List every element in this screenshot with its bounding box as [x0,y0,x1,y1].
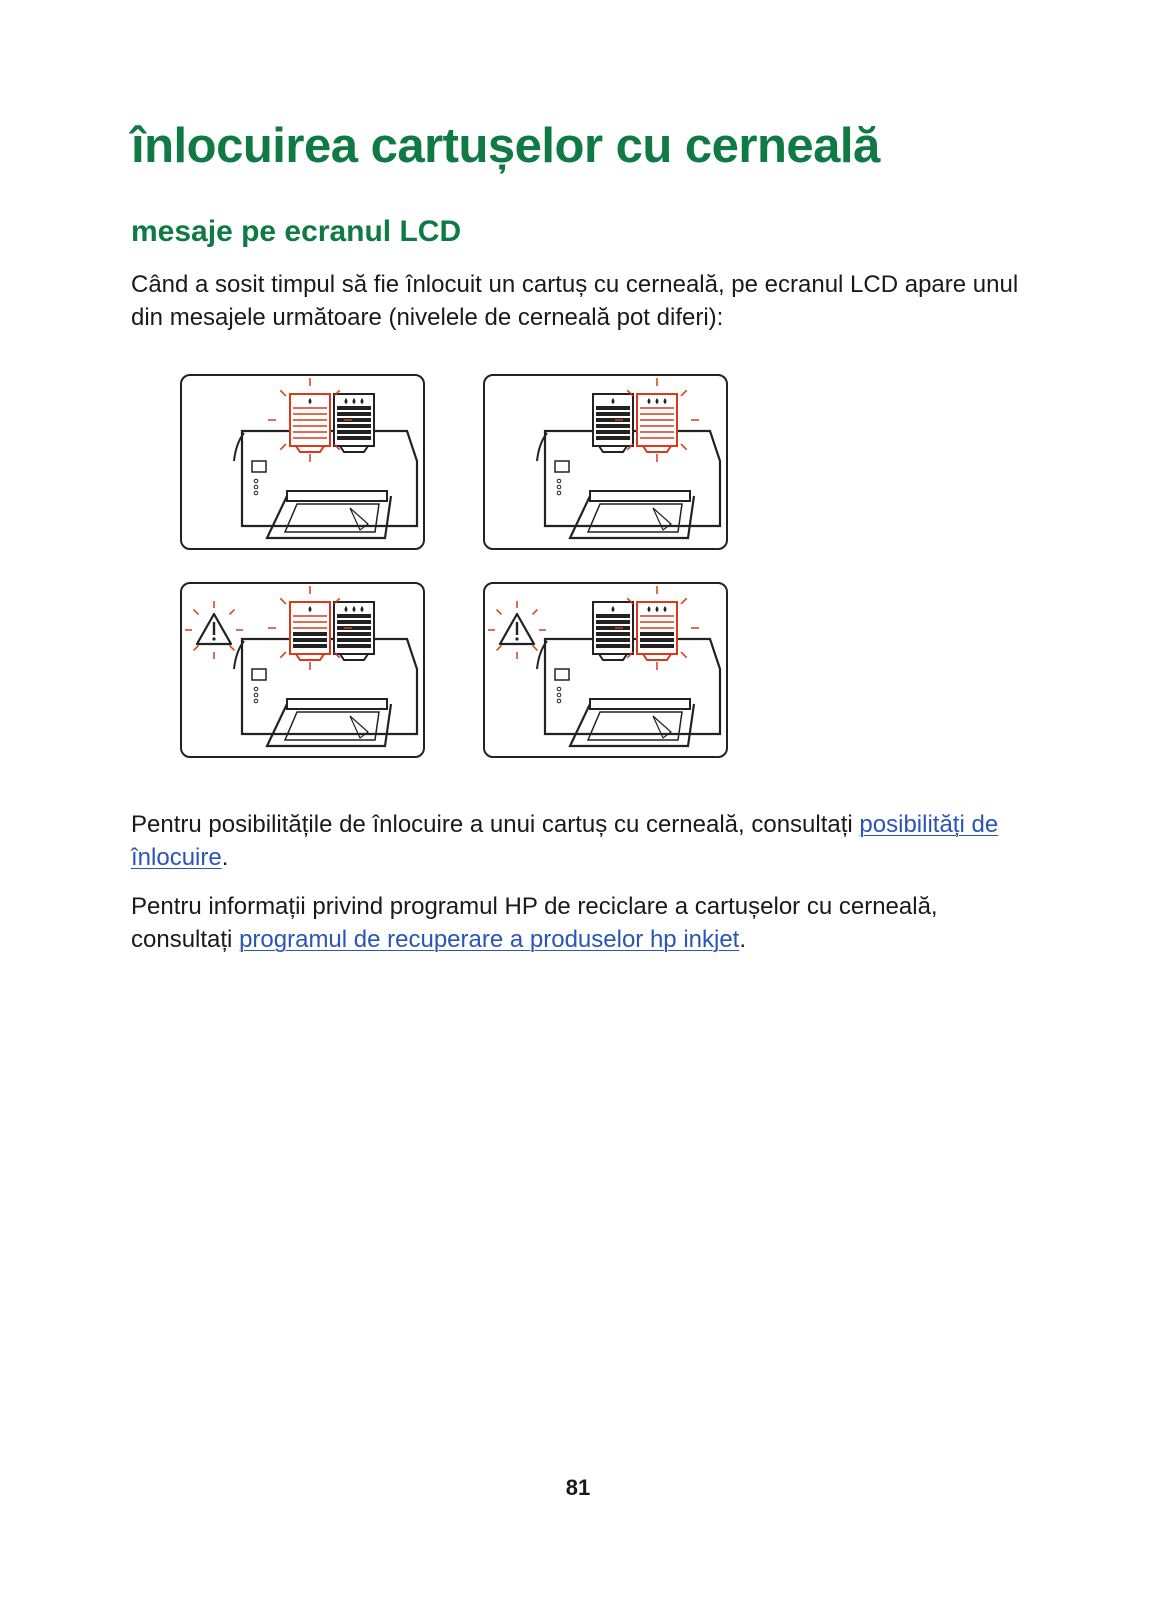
page-number: 81 [565,1475,591,1500]
lcd-illustration-photo-cartridge-warning [483,582,728,758]
lcd-illustration-color-cartridge-warning [180,582,425,758]
lcd-illustration-color-cartridge [180,374,425,550]
options-period: . [221,844,229,871]
intro-paragraph: Când a sosit timpul să fie înlocuit un cartuș cu cerneală, pe ecranul LCD apare unul din mesajele următoare (nivelele de cerneală pot diferi): [131,271,1019,331]
recycling-paragraph [131,890,1031,956]
recycling-program-link[interactable]: programul de recuperare a produselor hp inkjet [239,926,740,953]
replacement-options-paragraph [131,808,1031,874]
replacement-options-link[interactable]: posibilități de înlocuire [131,811,999,871]
options-text: Pentru posibilitățile de înlocuire a unui cartuș cu cerneală, consultați [131,811,860,838]
recycle-period: . [739,926,747,953]
lcd-illustration-photo-cartridge [483,374,728,550]
section-heading: mesaje pe ecranul LCD [131,215,462,248]
page-title: înlocuirea cartușelor cu cerneală [131,119,880,173]
recycle-text: Pentru informații privind programul HP de reciclare a cartușelor cu cerneală, consultați [131,893,938,953]
